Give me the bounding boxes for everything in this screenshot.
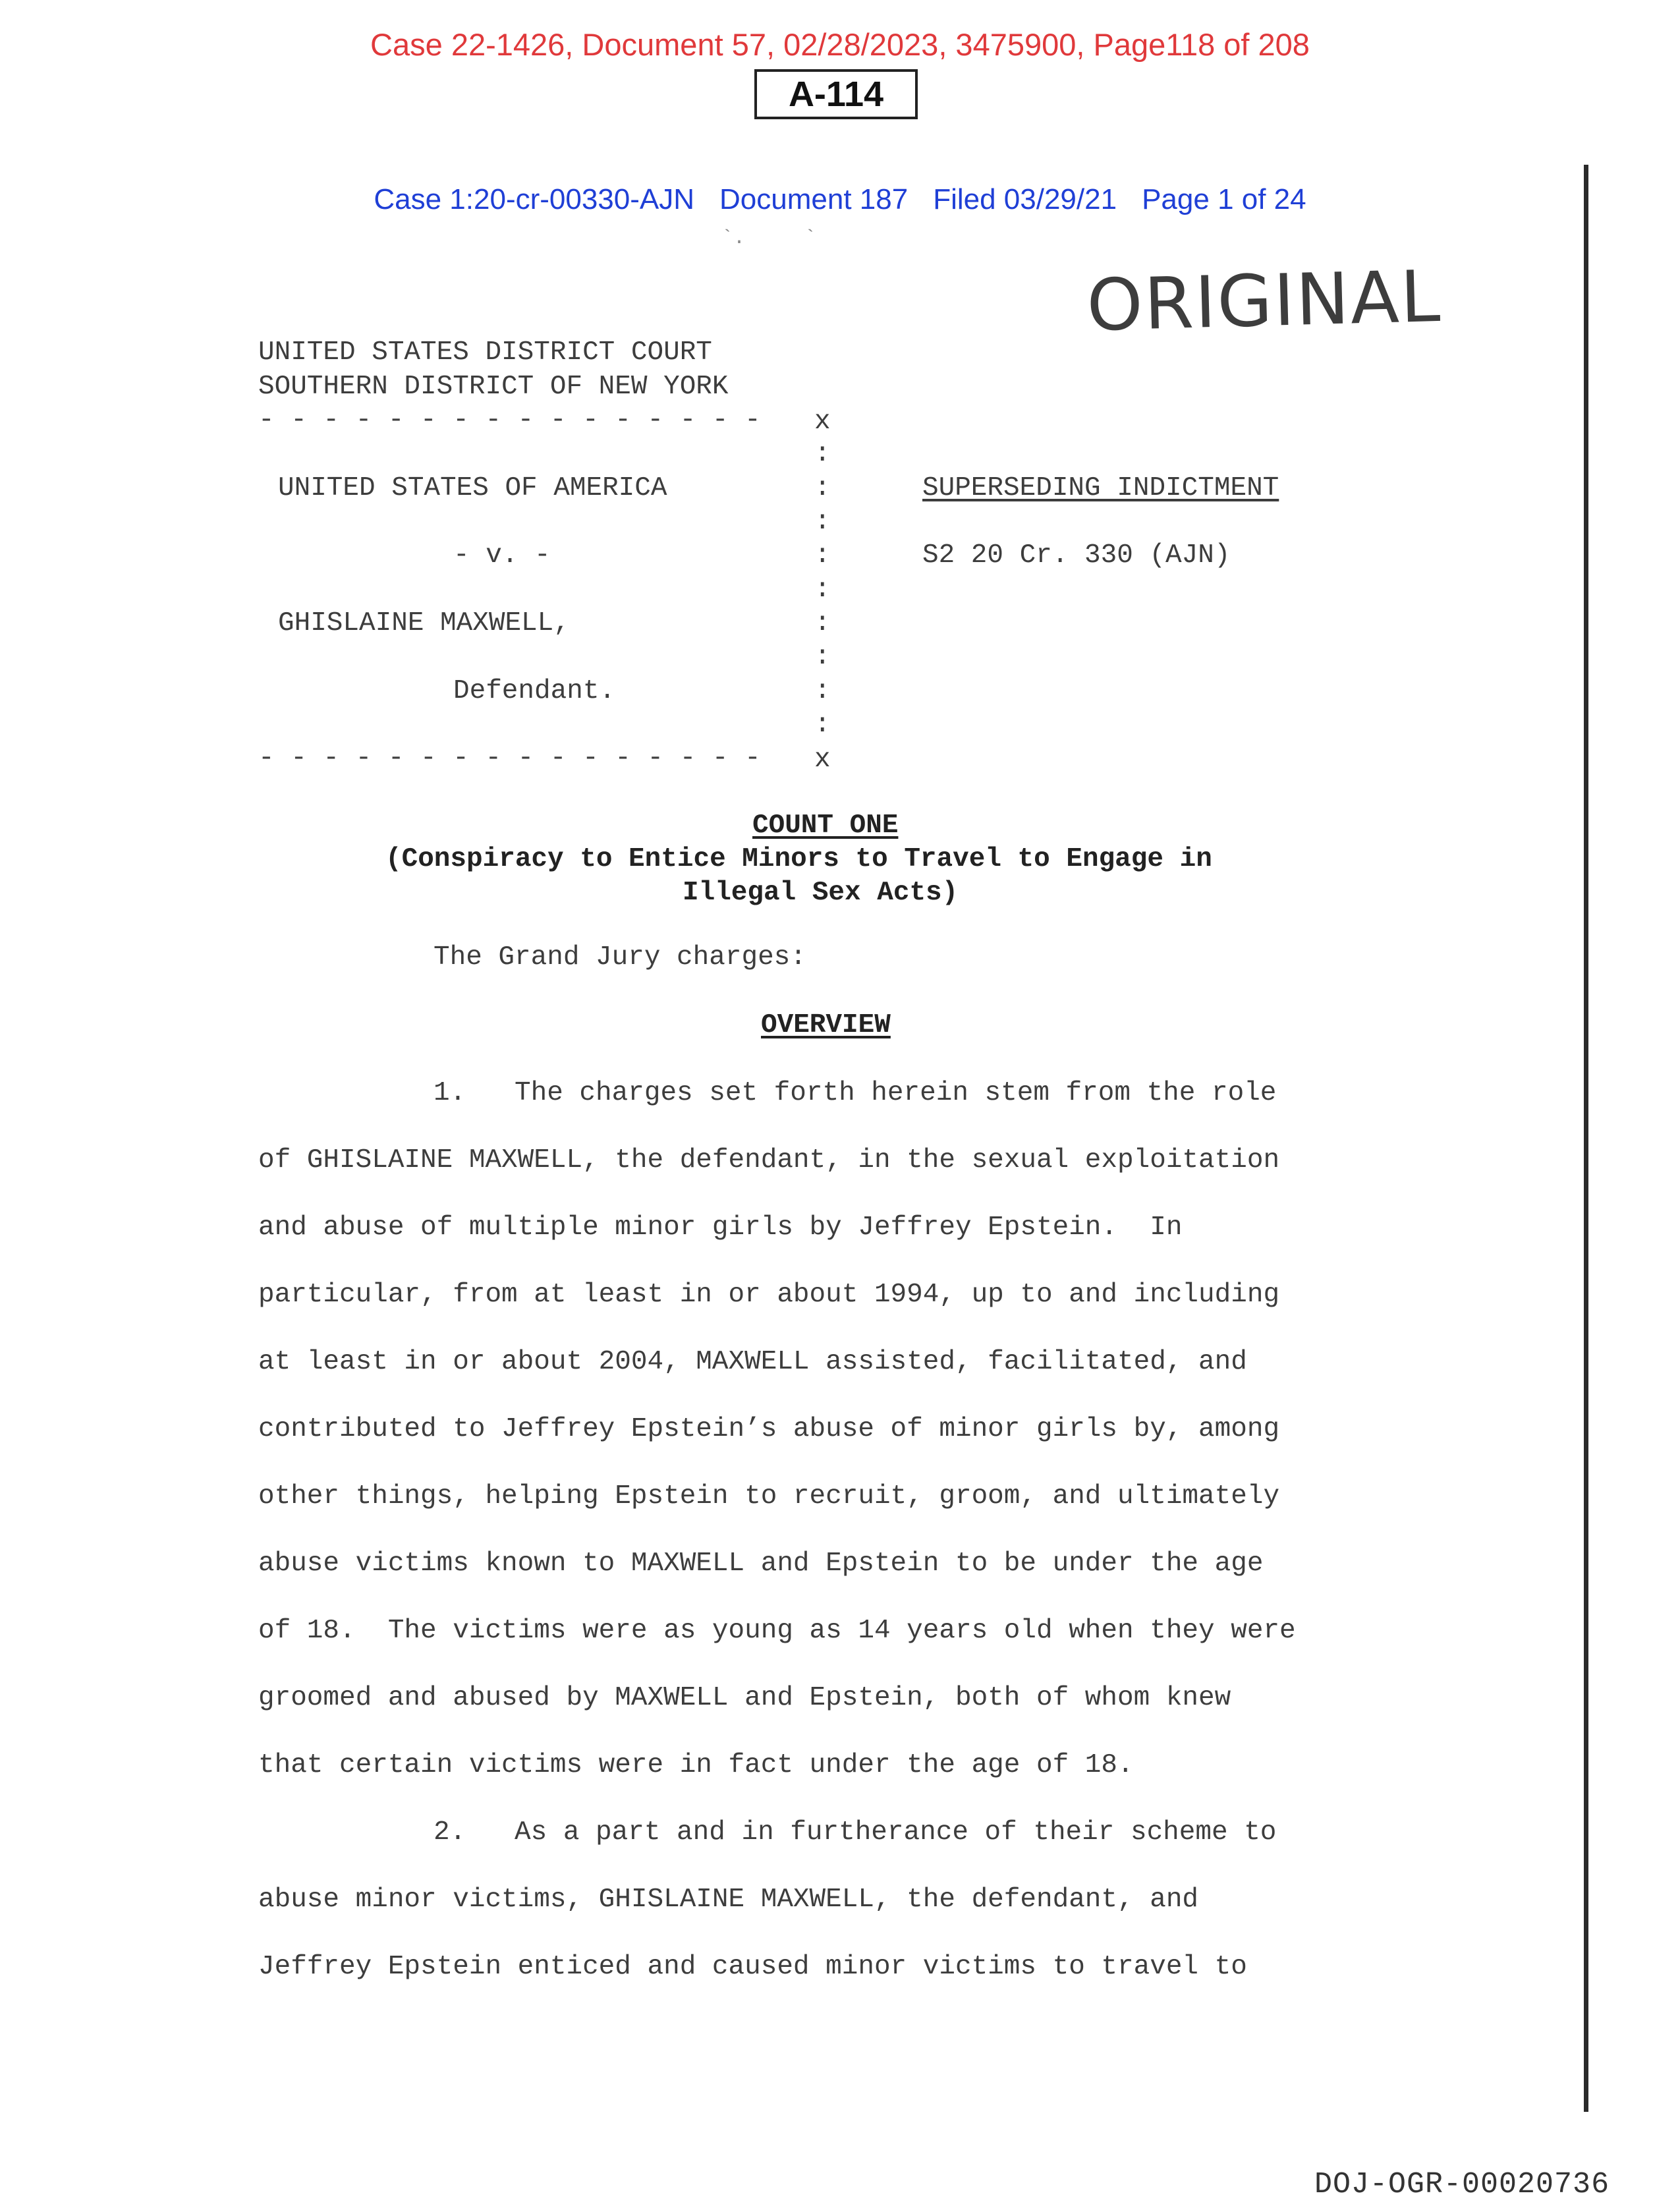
body-line: abuse minor victims, GHISLAINE MAXWELL, the defendant, and	[258, 1885, 1199, 1915]
document-title: SUPERSEDING INDICTMENT	[922, 473, 1279, 503]
count-heading: COUNT ONE	[752, 810, 899, 841]
body-line: that certain victims were in fact under the age of 18.	[258, 1750, 1134, 1780]
body-line: contributed to Jeffrey Epstein’s abuse of minor girls by, among	[258, 1414, 1280, 1444]
district-page-count: Page 1 of 24	[1142, 183, 1306, 215]
court-name-line1: UNITED STATES DISTRICT COURT	[258, 337, 712, 368]
body-line: particular, from at least in or about 1994, up to and including	[258, 1280, 1280, 1310]
body-line: 2. As a part and in furtherance of their scheme to	[434, 1817, 1277, 1848]
body-line: Jeffrey Epstein enticed and caused minor victims to travel to	[258, 1952, 1247, 1982]
margin-rule	[1584, 165, 1588, 2112]
district-case-header	[0, 183, 1680, 216]
caption-colon: :	[814, 575, 831, 605]
body-line: abuse victims known to MAXWELL and Epstein to be under the age	[258, 1548, 1264, 1579]
caption-top-dashes: - - - - - - - - - - - - - - - -	[258, 405, 761, 436]
grand-jury-intro: The Grand Jury charges:	[434, 942, 806, 973]
appendix-page-number: A-114	[754, 69, 918, 119]
body-line: and abuse of multiple minor girls by Jeffrey Epstein. In	[258, 1212, 1183, 1243]
caption-colon: :	[814, 439, 831, 469]
defendant-name: GHISLAINE MAXWELL,	[278, 608, 570, 638]
district-case-number: Case 1:20-cr-00330-AJN	[374, 183, 695, 215]
original-stamp: ORIGINAL	[1086, 255, 1443, 347]
caption-x-top: x	[814, 407, 831, 437]
count-subtitle-line2: Illegal Sex Acts)	[683, 878, 959, 908]
caption-colon: :	[814, 473, 831, 503]
body-line: of 18. The victims were as young as 14 years old when they were	[258, 1616, 1296, 1646]
body-line: 1. The charges set forth herein stem from the role	[434, 1078, 1277, 1108]
scan-specks: `. `	[721, 227, 817, 250]
caption-colon: :	[814, 642, 831, 672]
caption-colon: :	[814, 676, 831, 706]
versus-label: - v. -	[453, 540, 551, 571]
district-filed-date: Filed 03/29/21	[933, 183, 1117, 215]
caption-colon: :	[814, 608, 831, 638]
body-line: of GHISLAINE MAXWELL, the defendant, in the sexual exploitation	[258, 1145, 1280, 1176]
appellate-case-header: Case 22-1426, Document 57, 02/28/2023, 3475900, Page118 of 208	[370, 27, 1310, 62]
caption-colon: :	[814, 507, 831, 537]
plaintiff-name: UNITED STATES OF AMERICA	[278, 473, 667, 503]
body-line: at least in or about 2004, MAXWELL assisted, facilitated, and	[258, 1347, 1247, 1377]
caption-colon: :	[814, 540, 831, 571]
caption-x-bottom: x	[814, 745, 831, 775]
caption-bottom-dashes: - - - - - - - - - - - - - - - -	[258, 743, 761, 774]
defendant-label: Defendant.	[453, 676, 616, 706]
overview-heading: OVERVIEW	[761, 1010, 891, 1040]
body-line: other things, helping Epstein to recruit, groom, and ultimately	[258, 1481, 1280, 1512]
bates-number: DOJ-OGR-00020736	[1314, 2168, 1610, 2201]
body-line: groomed and abused by MAXWELL and Epstein, both of whom knew	[258, 1683, 1231, 1713]
docket-number: S2 20 Cr. 330 (AJN)	[922, 540, 1231, 571]
count-subtitle-line1: (Conspiracy to Entice Minors to Travel to Engage in	[385, 844, 1212, 874]
caption-colon: :	[814, 710, 831, 740]
district-document-number: Document 187	[719, 183, 909, 215]
court-name-line2: SOUTHERN DISTRICT OF NEW YORK	[258, 372, 729, 402]
